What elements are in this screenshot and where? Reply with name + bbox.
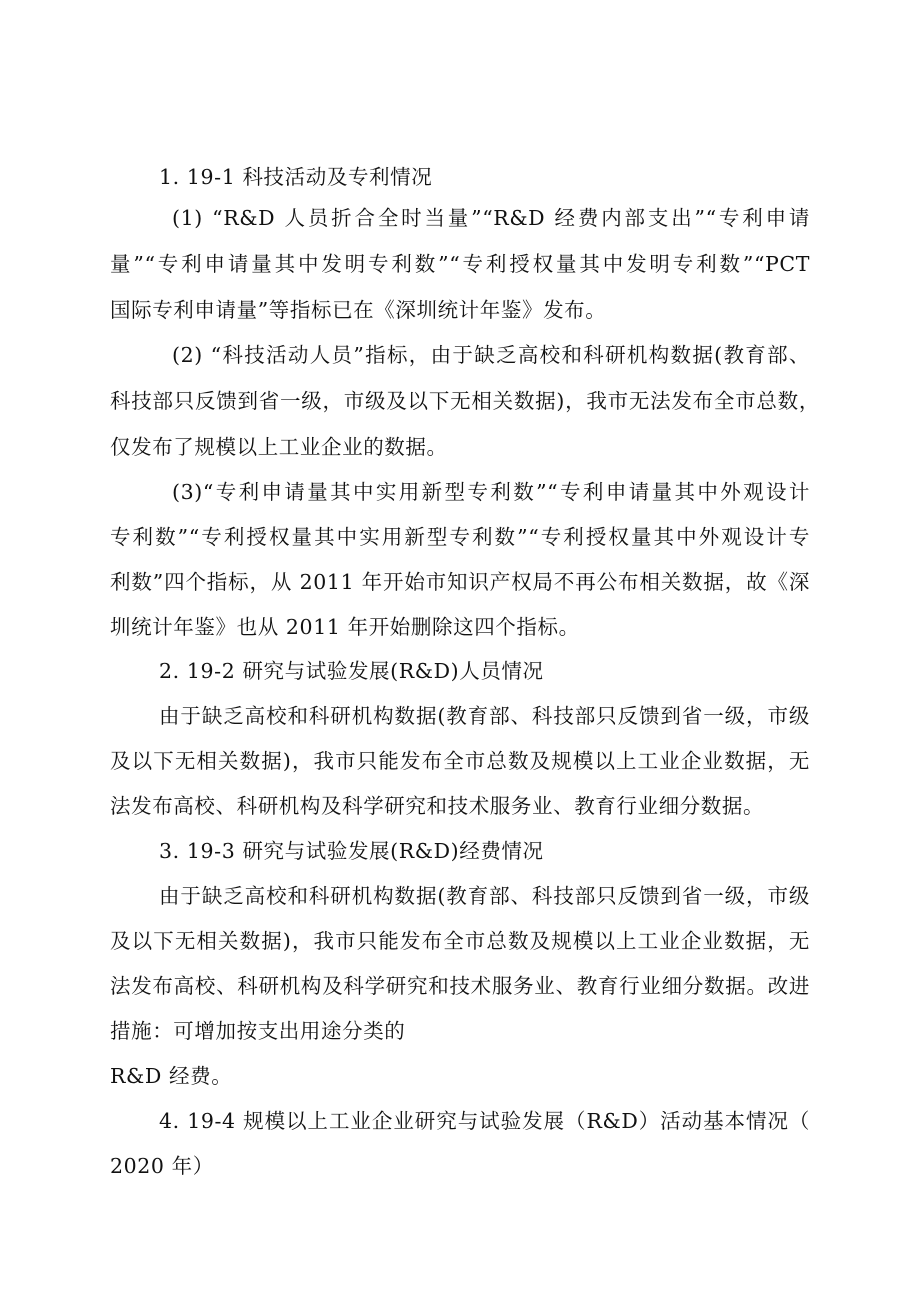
paragraph-line: 专利数”“专利授权量其中实用新型专利数”“专利授权量其中外观设计专 bbox=[110, 525, 810, 549]
section-heading-19-4: 4. 19-4 规模以上工业企业研究与试验发展（R&D）活动基本情况（ bbox=[159, 1109, 810, 1133]
paragraph-line: 利数”四个指标，从 2011 年开始市知识产权局不再公布相关数据，故《深 bbox=[110, 570, 810, 594]
paragraph-line: (2) “科技活动人员”指标，由于缺乏高校和科研机构数据(教育部、 bbox=[172, 343, 810, 367]
paragraph-line: 由于缺乏高校和科研机构数据(教育部、科技部只反馈到省一级，市级 bbox=[159, 704, 810, 728]
paragraph-line: 圳统计年鉴》也从 2011 年开始删除这四个指标。 bbox=[110, 615, 580, 639]
paragraph-line: 仅发布了规模以上工业企业的数据。 bbox=[110, 435, 448, 459]
paragraph-line: 法发布高校、科研机构及科学研究和技术服务业、教育行业细分数据。改进 bbox=[110, 974, 810, 998]
paragraph-line: 国际专利申请量”等指标已在《深圳统计年鉴》发布。 bbox=[110, 298, 607, 322]
paragraph-line: (1) “R&D 人员折合全时当量”“R&D 经费内部支出”“专利申请 bbox=[172, 206, 810, 230]
section-heading-19-2: 2. 19-2 研究与试验发展(R&D)人员情况 bbox=[159, 659, 544, 683]
paragraph-line: 及以下无相关数据)，我市只能发布全市总数及规模以上工业企业数据，无 bbox=[110, 929, 810, 953]
paragraph-line: R&D 经费。 bbox=[110, 1064, 233, 1088]
paragraph-line: 科技部只反馈到省一级，市级及以下无相关数据)，我市无法发布全市总数， bbox=[110, 389, 820, 413]
paragraph-line: 及以下无相关数据)，我市只能发布全市总数及规模以上工业企业数据，无 bbox=[110, 749, 810, 773]
paragraph-line: 法发布高校、科研机构及科学研究和技术服务业、教育行业细分数据。 bbox=[110, 794, 765, 818]
section-heading-19-4-continued: 2020 年） bbox=[110, 1154, 214, 1178]
paragraph-line: (3)“专利申请量其中实用新型专利数”“专利申请量其中外观设计 bbox=[172, 480, 810, 504]
section-heading-19-3: 3. 19-3 研究与试验发展(R&D)经费情况 bbox=[159, 839, 544, 863]
section-heading-19-1: 1. 19-1 科技活动及专利情况 bbox=[159, 165, 433, 189]
paragraph-line: 量”“专利申请量其中发明专利数”“专利授权量其中发明专利数”“PCT bbox=[110, 252, 810, 276]
paragraph-line: 措施：可增加按支出用途分类的 bbox=[110, 1019, 406, 1043]
paragraph-line: 由于缺乏高校和科研机构数据(教育部、科技部只反馈到省一级，市级 bbox=[159, 884, 810, 908]
